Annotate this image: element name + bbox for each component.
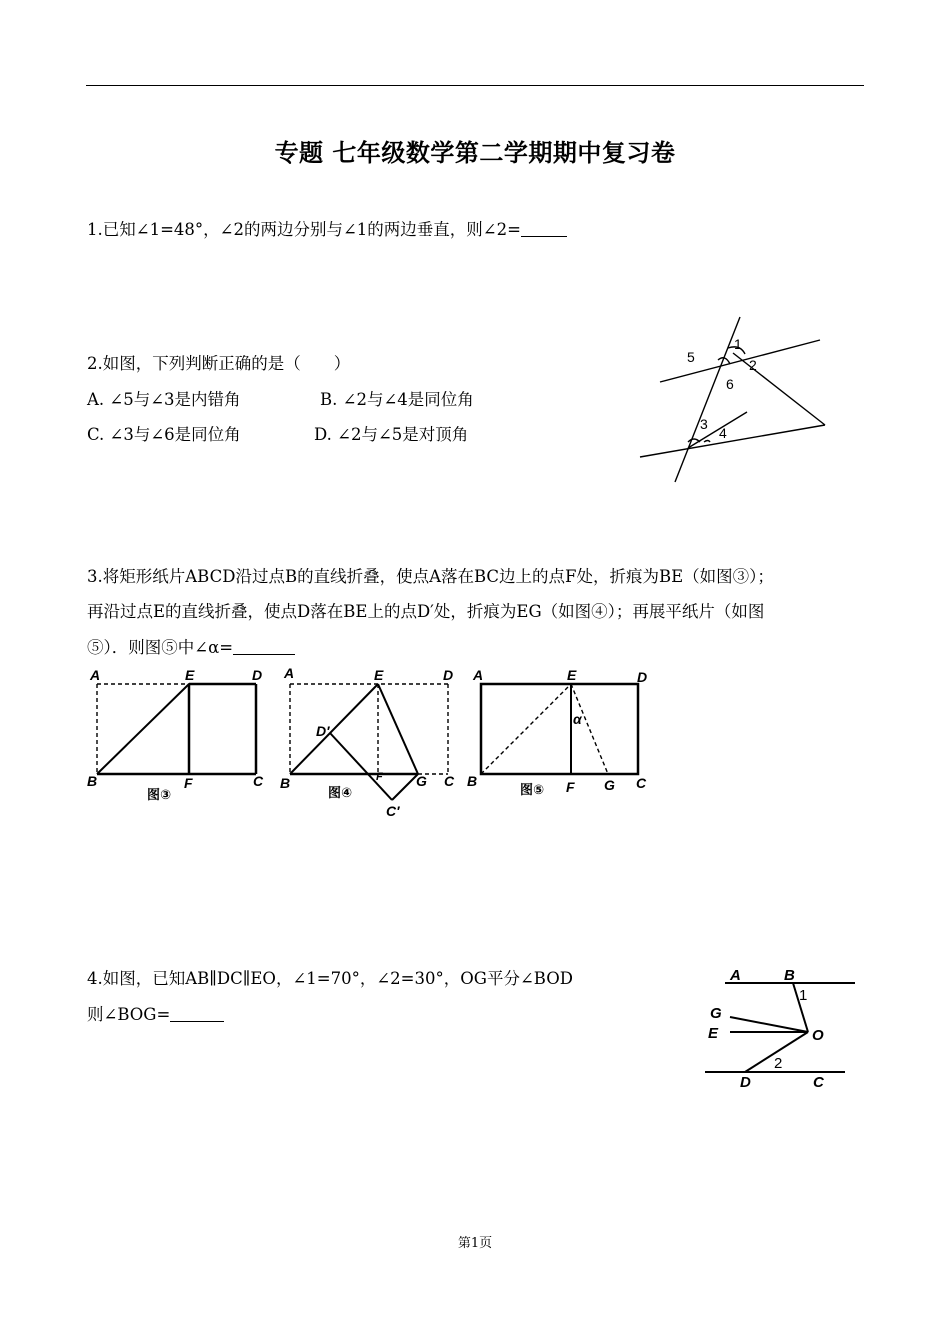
label-g: G bbox=[710, 1005, 722, 1022]
question-4-figure bbox=[695, 960, 865, 1095]
label-c: C bbox=[813, 1074, 824, 1091]
label-angle-2: 2 bbox=[774, 1055, 783, 1072]
label-angle-1: 1 bbox=[799, 987, 808, 1004]
crease-be bbox=[290, 684, 378, 774]
dashed-eg bbox=[571, 684, 608, 774]
label-o: O bbox=[812, 1027, 824, 1044]
label-1: 1 bbox=[734, 336, 742, 352]
question-4-line-1: 4.如图，已知AB∥DC∥EO，∠1=70°，∠2=30°，OG平分∠BOD bbox=[87, 969, 573, 988]
label-a: A bbox=[473, 667, 484, 683]
label-alpha: α bbox=[573, 711, 582, 727]
question-1 bbox=[87, 216, 567, 240]
segment-go bbox=[730, 1017, 808, 1032]
answer-blank bbox=[170, 1005, 224, 1023]
figure-4-caption: 图④ bbox=[328, 785, 353, 800]
crease-be bbox=[97, 684, 189, 774]
question-3-line-2: 再沿过点E的直线折叠，使点D落在BE上的点D′处，折痕为EG（如图④）；再展平纸片（如图 bbox=[87, 602, 765, 621]
label-g: G bbox=[604, 777, 615, 793]
question-3-line-3 bbox=[87, 634, 295, 658]
answer-blank bbox=[233, 638, 295, 656]
label-c-prime: C′ bbox=[386, 803, 400, 819]
label-a: A bbox=[284, 665, 295, 681]
label-d: D bbox=[637, 669, 648, 685]
label-5: 5 bbox=[687, 349, 695, 365]
label-f: F bbox=[376, 771, 383, 783]
crease-eg bbox=[378, 684, 418, 774]
rectangle-abcd bbox=[481, 684, 638, 774]
figure-5-caption: 图⑤ bbox=[520, 782, 545, 797]
transversal-line bbox=[675, 317, 740, 482]
figure-5 bbox=[463, 664, 658, 804]
short-ray bbox=[688, 412, 747, 448]
slant-line bbox=[733, 353, 825, 425]
label-c: C bbox=[444, 773, 455, 789]
label-d: D bbox=[252, 667, 263, 683]
question-2-option-b: B. ∠2与∠4是同位角 bbox=[320, 390, 474, 409]
label-a: A bbox=[90, 667, 101, 683]
figure-3 bbox=[84, 664, 274, 804]
label-d: D bbox=[740, 1074, 751, 1091]
question-4-line-2-text: 则∠BOG= bbox=[87, 1005, 171, 1024]
label-b: B bbox=[784, 967, 795, 984]
label-3: 3 bbox=[700, 416, 708, 432]
angle-4-arc bbox=[704, 441, 710, 443]
label-d: D bbox=[443, 667, 454, 683]
label-f: F bbox=[184, 775, 193, 791]
header-rule bbox=[86, 85, 864, 86]
label-b: B bbox=[280, 775, 291, 791]
question-2-figure bbox=[630, 312, 840, 487]
label-e: E bbox=[374, 667, 384, 683]
figure-4 bbox=[280, 664, 465, 824]
label-b: B bbox=[87, 773, 98, 789]
label-g: G bbox=[416, 773, 427, 789]
question-2-option-c: C. ∠3与∠6是同位角 bbox=[87, 425, 241, 444]
question-3-line-1: 3.将矩形纸片ABCD沿过点B的直线折叠，使点A落在BC边上的点F处，折痕为BE（如图③）； bbox=[87, 567, 774, 586]
question-2-option-a: A. ∠5与∠3是内错角 bbox=[87, 390, 241, 409]
label-e: E bbox=[185, 667, 195, 683]
figure-3-caption: 图③ bbox=[147, 787, 172, 802]
page-number: 第1页 bbox=[457, 1236, 493, 1251]
label-d-prime: D′ bbox=[316, 723, 330, 739]
label-e: E bbox=[567, 667, 577, 683]
label-a: A bbox=[730, 967, 741, 984]
question-4-line-2 bbox=[87, 1001, 224, 1025]
dashed-be bbox=[481, 684, 571, 774]
label-4: 4 bbox=[719, 425, 727, 441]
label-c: C bbox=[253, 773, 264, 789]
label-f: F bbox=[566, 779, 575, 795]
answer-blank bbox=[521, 220, 567, 238]
question-2-stem: 2.如图，下列判断正确的是（ ） bbox=[87, 354, 351, 373]
question-3-line-3-text: ⑤）．则图⑤中∠α= bbox=[87, 638, 234, 657]
label-2: 2 bbox=[749, 357, 757, 373]
lower-line bbox=[640, 425, 825, 457]
label-6: 6 bbox=[726, 376, 734, 392]
label-c: C bbox=[636, 775, 647, 791]
label-b: B bbox=[467, 773, 478, 789]
label-e: E bbox=[708, 1025, 719, 1042]
question-2-option-d: D. ∠2与∠5是对顶角 bbox=[314, 425, 469, 444]
question-1-text: 1.已知∠1=48°，∠2的两边分别与∠1的两边垂直，则∠2= bbox=[87, 220, 521, 239]
page-title: 专题 七年级数学第二学期期中复习卷 bbox=[274, 139, 676, 167]
edge-cg bbox=[392, 774, 418, 800]
